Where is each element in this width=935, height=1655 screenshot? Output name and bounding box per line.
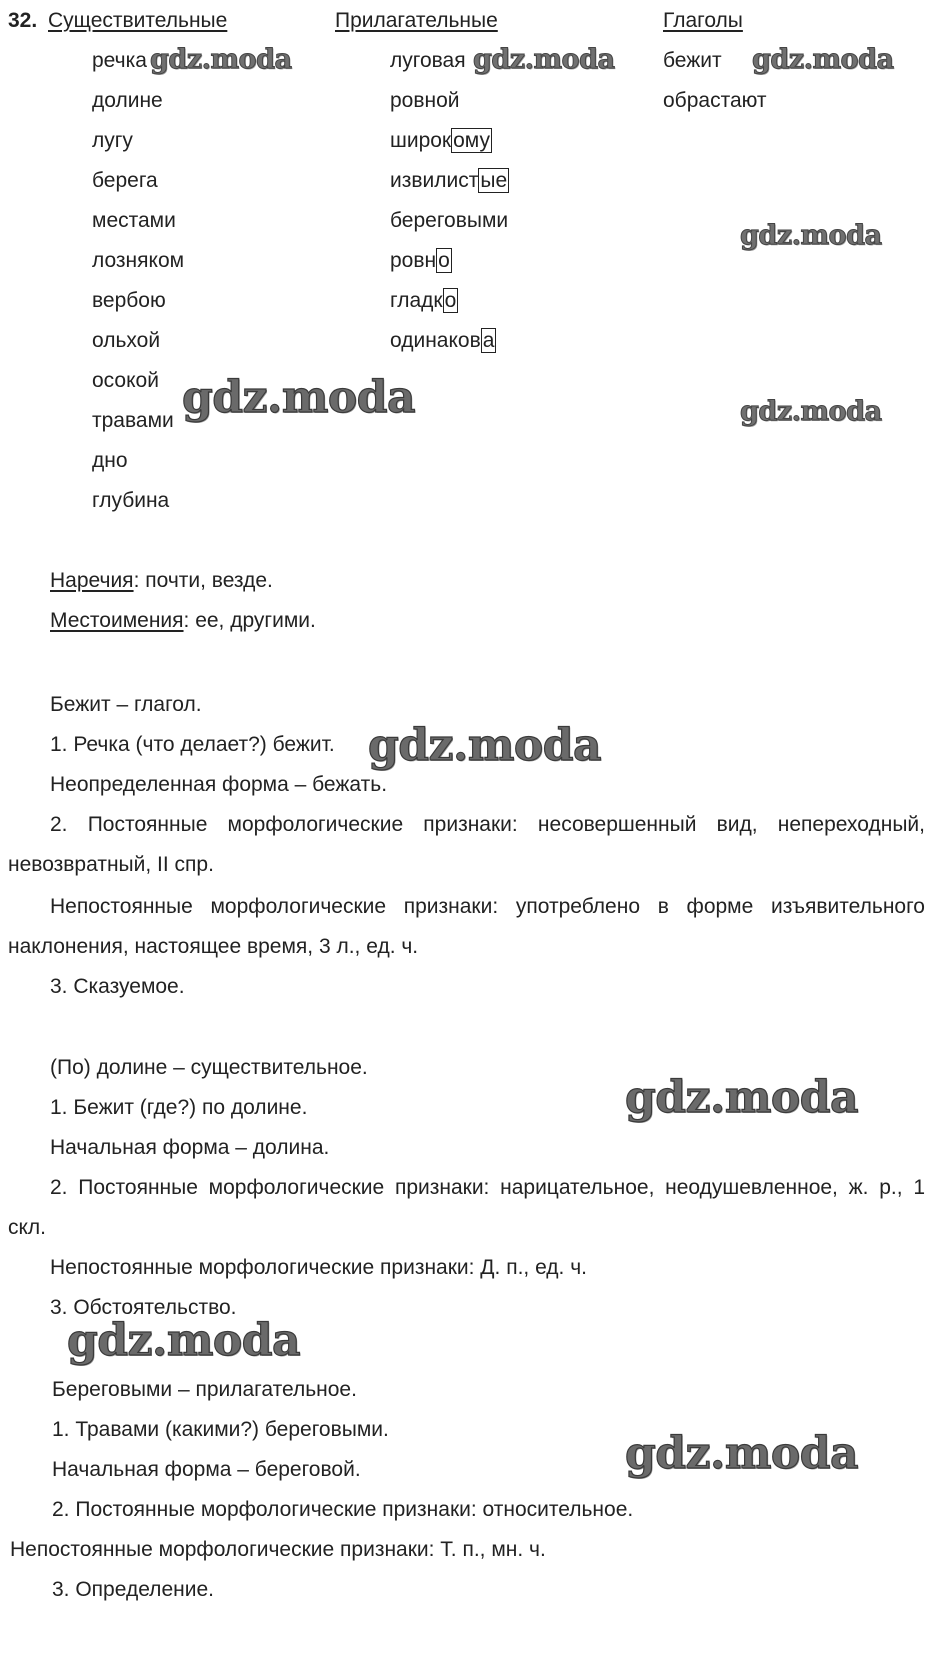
noun-analysis-line: Непостоянные морфологические признаки: Д. п., ед. ч. (50, 1256, 587, 1279)
exercise-number: 32. (8, 9, 38, 32)
adjective-stem: луговая (390, 49, 466, 72)
adjective-word (390, 249, 452, 273)
pronouns-line (50, 609, 316, 633)
noun-word: лозняком (92, 249, 185, 272)
noun-word: речка (92, 49, 147, 72)
noun-word: дно (92, 449, 128, 472)
noun-word: лугу (92, 129, 133, 152)
adverbs-text: : почти, везде. (133, 569, 273, 592)
ending-box: ому (453, 129, 490, 152)
ending-box: о (438, 249, 450, 272)
noun-word: вербою (92, 289, 166, 312)
adjective-word (390, 329, 496, 353)
adverbs-line (50, 569, 273, 593)
noun-analysis-line: 3. Обстоятельство. (50, 1296, 237, 1319)
watermark-logo: gdz.moda (67, 1315, 301, 1366)
adverbs-label: Наречия (50, 569, 134, 592)
noun-analysis-line: 1. Бежит (где?) по долине. (50, 1096, 308, 1119)
adjective-stem: гладк (390, 289, 443, 312)
verb-analysis-paragraph: Непостоянные морфологические признаки: употреблено в форме изъявительного наклонения, настоящее время, 3 л., ед. ч. (8, 895, 925, 958)
watermark-logo: gdz.moda (740, 396, 882, 427)
watermark-logo: gdz.moda (473, 44, 615, 75)
ending-box: о (444, 289, 457, 312)
noun-analysis-title: (По) долине – существительное. (50, 1056, 368, 1079)
adjective-word (390, 209, 508, 233)
adjective-stem: береговыми (390, 209, 509, 232)
adjective-stem: ровной (390, 89, 460, 112)
adjective-word (390, 49, 466, 73)
adjective-analysis-line: 3. Определение. (52, 1578, 214, 1601)
watermark-logo: gdz.moda (740, 220, 882, 251)
adjectives-header: Прилагательные (335, 9, 498, 32)
noun-word: долине (92, 89, 163, 112)
adjective-stem: ровн (390, 249, 437, 272)
pronouns-text: : ее, другими. (183, 609, 316, 632)
adjective-analysis-line: Начальная форма – береговой. (52, 1458, 361, 1481)
verb-analysis-paragraph: 2. Постоянные морфологические признаки: несовершенный вид, непереходный, невозвратный, II спр. (8, 813, 925, 876)
adjective-stem: широк (390, 129, 452, 152)
adjective-word (390, 289, 458, 313)
verb-analysis-title: Бежит – глагол. (50, 693, 202, 716)
verbs-header: Глаголы (663, 9, 743, 32)
nouns-header: Существительные (48, 9, 228, 32)
noun-word: травами (92, 409, 174, 432)
noun-word: осокой (92, 369, 159, 392)
noun-analysis-line: Начальная форма – долина. (50, 1136, 330, 1159)
watermark-logo: gdz.moda (625, 1072, 859, 1123)
adjective-stem: извилист (390, 169, 479, 192)
noun-word: глубина (92, 489, 170, 512)
noun-word: местами (92, 209, 176, 232)
adjective-word (390, 129, 492, 153)
verb-analysis-line: 3. Сказуемое. (50, 975, 185, 998)
ending-box: а (482, 329, 495, 352)
adjective-analysis-line: Непостоянные морфологические признаки: Т. п., мн. ч. (10, 1538, 546, 1561)
adjective-stem: одинаков (390, 329, 481, 352)
pronouns-label: Местоимения (50, 609, 184, 632)
adjective-analysis-line: 1. Травами (какими?) береговыми. (52, 1418, 389, 1441)
adjective-word (390, 169, 509, 193)
noun-word: берега (92, 169, 158, 192)
watermark-logo: gdz.moda (182, 372, 416, 423)
adjective-analysis-title: Береговыми – прилагательное. (52, 1378, 357, 1401)
verb-word: обрастают (663, 89, 767, 112)
noun-word: ольхой (92, 329, 161, 352)
noun-analysis-paragraph: 2. Постоянные морфологические признаки: нарицательное, неодушевленное, ж. р., 1 скл. (8, 1176, 925, 1239)
verb-word: бежит (663, 49, 722, 72)
adjective-word (390, 89, 460, 113)
ending-box: ые (480, 169, 508, 192)
watermark-logo: gdz.moda (625, 1428, 859, 1479)
watermark-logo: gdz.moda (150, 44, 292, 75)
adjective-analysis-line: 2. Постоянные морфологические признаки: относительное. (52, 1498, 634, 1521)
watermark-logo: gdz.moda (752, 44, 894, 75)
verb-analysis-line: 1. Речка (что делает?) бежит. (50, 733, 335, 756)
watermark-logo: gdz.moda (368, 720, 602, 771)
verb-analysis-line: Неопределенная форма – бежать. (50, 773, 388, 796)
